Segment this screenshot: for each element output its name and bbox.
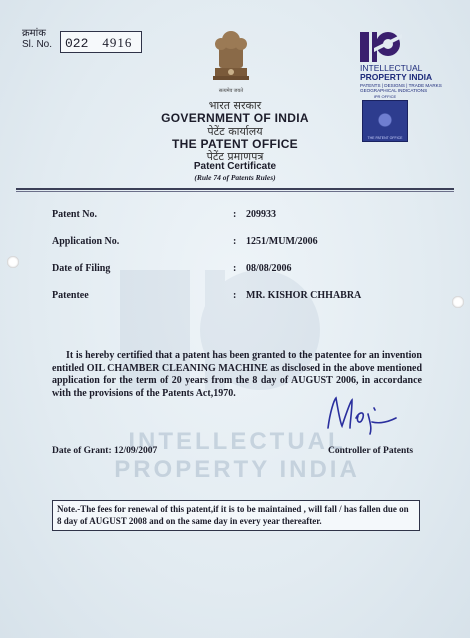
rule-reference: (Rule 74 of Patents Rules): [194, 173, 276, 182]
patentee-label: Patentee: [52, 290, 89, 301]
serial-label-english: Sl. No.: [22, 39, 53, 50]
ip-office-subtitle: [360, 83, 442, 94]
colon: :: [233, 290, 237, 301]
emblem-motto: सत्यमेव जयते: [218, 89, 244, 94]
ip-sub-2: GEOGRAPHICAL INDICATIONS: [360, 88, 428, 94]
office-hindi: पेटेंट कार्यालय: [207, 125, 263, 138]
controller-signature: [320, 392, 400, 440]
ip-office-title: [360, 64, 432, 82]
seal-top-text: IPR OFFICE: [373, 94, 397, 99]
punch-hole: [452, 296, 464, 308]
ip-line-1: INTELLECTUAL: [360, 63, 423, 73]
application-no-value: 1251/MUM/2006: [246, 236, 318, 247]
cert-hindi: पेटेंट प्रमाणपत्र: [206, 150, 264, 163]
watermark-text: INTELLECTUAL: [128, 428, 346, 455]
divider: [16, 191, 454, 192]
seal-caption: THE PATENT OFFICE: [367, 136, 403, 140]
cert-title: Patent Certificate: [193, 161, 277, 172]
certification-text: It is hereby certified that a patent has been granted to the patentee for an invention entitled OIL CHAMBER CLEANING MACHINE as disclosed in the above mentioned application for the term of 20 years from the 8 day of AUGUST 2006, in accordance with the provisions of the Patents Act,1970.: [52, 350, 422, 399]
serial-label: [22, 28, 52, 50]
serial-number-box: [60, 31, 142, 53]
date-of-grant: Date of Grant: 12/09/2007: [52, 446, 158, 456]
patent-no-label: Patent No.: [52, 209, 97, 220]
punch-hole: [7, 256, 19, 268]
watermark-text: PROPERTY INDIA: [114, 456, 360, 483]
gov-hindi: भारत सरकार: [208, 99, 262, 112]
filing-date-value: 08/08/2006: [246, 263, 292, 274]
ip-india-logo-icon: [360, 30, 402, 64]
national-emblem-icon: [209, 28, 253, 86]
colon: :: [233, 236, 237, 247]
serial-number: 4916: [102, 35, 133, 50]
colon: :: [233, 263, 237, 274]
renewal-note: Note.-The fees for renewal of this patent,if it is to be maintained , will fall / has fallen due on 8 day of AUGUST 2008 and on the same day in every year thereafter.: [52, 500, 420, 531]
serial-label-hindi: क्रमांक: [22, 28, 46, 39]
patent-no-value: 209933: [246, 209, 276, 220]
gov-title: GOVERNMENT OF INDIA: [161, 111, 309, 125]
ip-line-2: PROPERTY INDIA: [360, 72, 433, 82]
office-title: THE PATENT OFFICE: [172, 137, 298, 151]
filing-date-label: Date of Filing: [52, 263, 111, 274]
divider: [16, 188, 454, 190]
ip-sub-1: PATENTS | DESIGNS | TRADE MARKS: [360, 83, 442, 88]
patentee-value: MR. KISHOR CHHABRA: [246, 290, 362, 301]
controller-title: Controller of Patents: [328, 446, 414, 456]
colon: :: [233, 209, 237, 220]
serial-prefix: 022: [65, 36, 89, 51]
application-no-label: Application No.: [52, 236, 120, 247]
